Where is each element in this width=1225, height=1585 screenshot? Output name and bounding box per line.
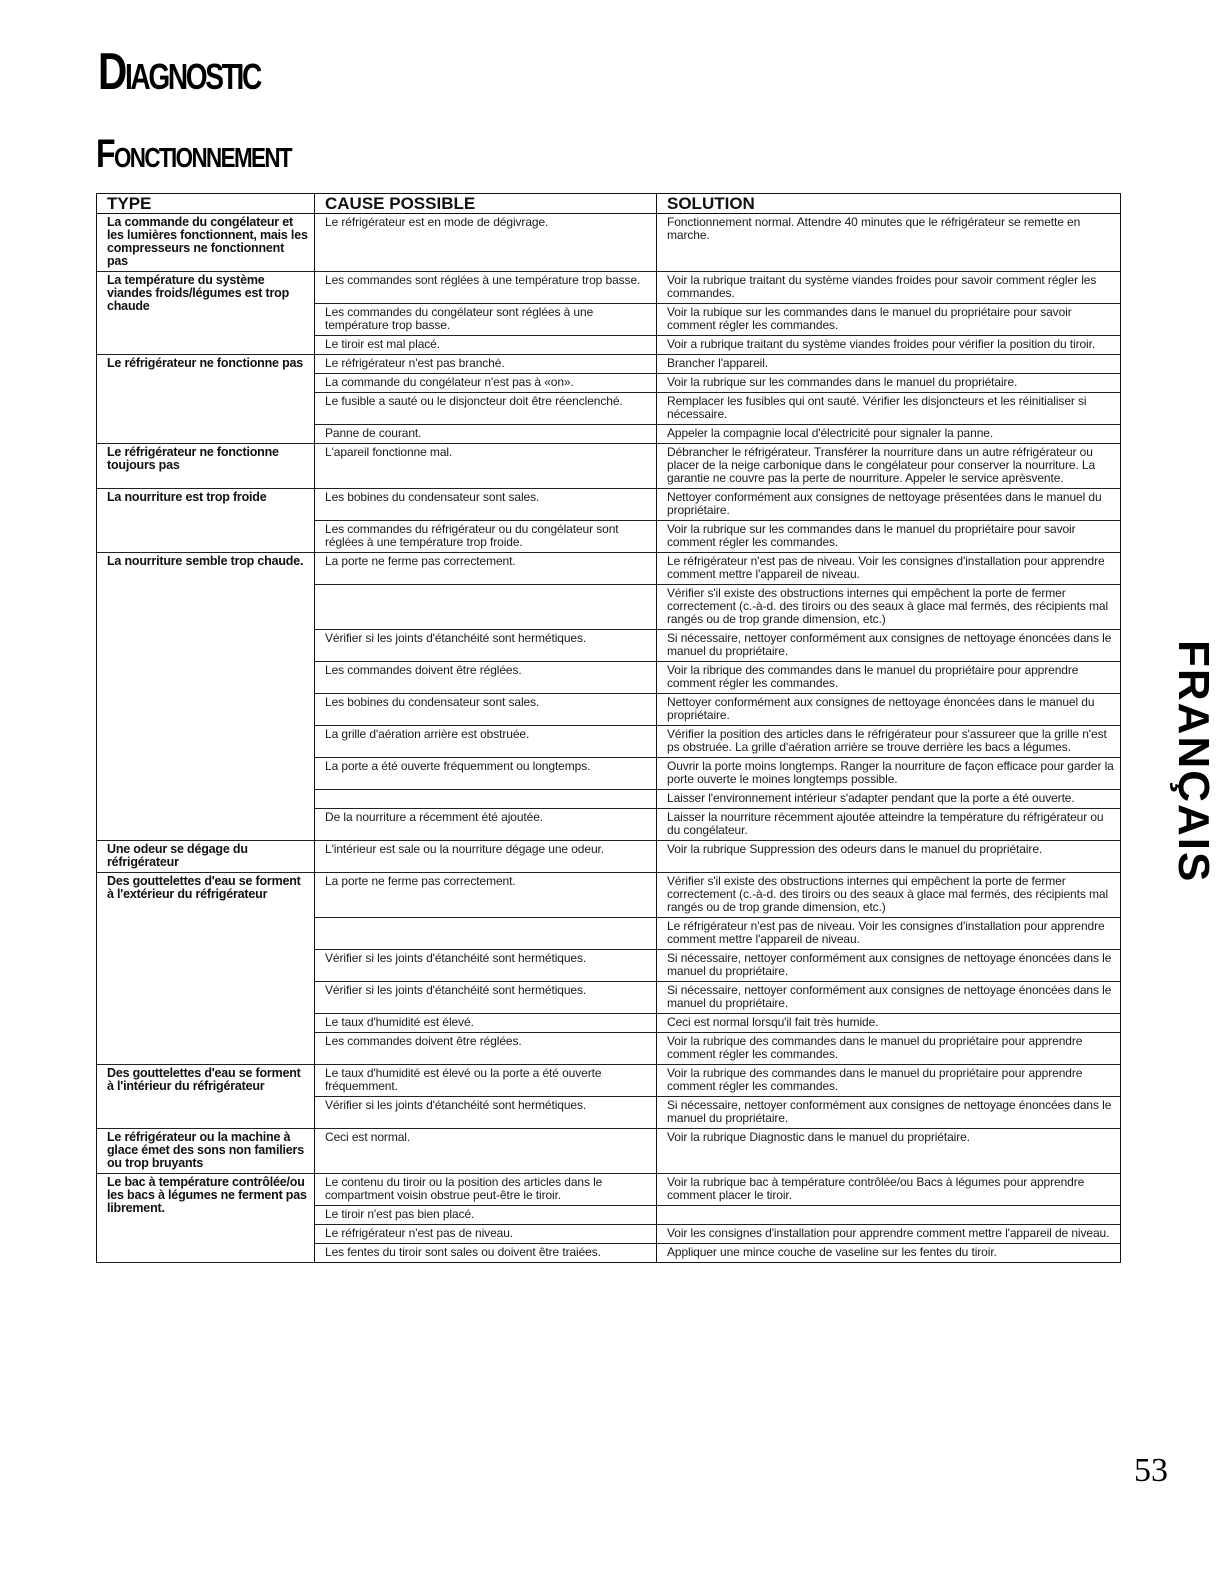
table-row [97,873,1121,918]
solution-cell: Voir la rubrique sur les commandes dans le manuel du propriétaire pour savoir comment régler les commandes. [657,521,1121,553]
language-tab-label: FRANÇAIS [1169,640,1218,884]
header-cause: CAUSE POSSIBLE [315,194,657,214]
solution-cell [657,1206,1121,1225]
solution-cell: Voir la rubrique Suppression des odeurs dans le manuel du propriétaire. [657,841,1121,873]
solution-cell: Voir la ribrique des commandes dans le manuel du propriétaire pour apprendre comment régler les commandes. [657,662,1121,694]
header-solution: SOLUTION [657,194,1121,214]
possible-cause-cell: Le taux d'humidité est élevé ou la porte a été ouverte fréquemment. [315,1065,657,1097]
problem-type-cell: Une odeur se dégage du réfrigérateur [97,841,315,873]
solution-cell: Nettoyer conformément aux consignes de nettoyage énoncées dans le manuel du propriétaire. [657,694,1121,726]
solution-cell: Fonctionnement normal. Attendre 40 minutes que le réfrigérateur se remette en marche. [657,214,1121,272]
solution-cell: Voir la rubrique des commandes dans le manuel du propriétaire pour apprendre comment régler les commandes. [657,1033,1121,1065]
possible-cause-cell: La porte a été ouverte fréquemment ou longtemps. [315,758,657,790]
problem-type-cell: Des gouttelettes d'eau se forment à l'intérieur du réfrigérateur [97,1065,315,1129]
possible-cause-cell: La grille d'aération arrière est obstruée. [315,726,657,758]
possible-cause-cell: Le taux d'humidité est élevé. [315,1014,657,1033]
possible-cause-cell: Vérifier si les joints d'étanchéité sont hermétiques. [315,1097,657,1129]
page-number: 53 [1134,1452,1168,1489]
solution-cell: Si nécessaire, nettoyer conformément aux consignes de nettoyage énoncées dans le manuel du propriétaire. [657,950,1121,982]
troubleshooting-table-container [96,193,1120,1473]
solution-cell: Voir a rubrique traitant du système viandes froides pour vérifier la position du tiroir. [657,336,1121,355]
solution-cell: Si nécessaire, nettoyer conformément aux consignes de nettoyage énoncées dans le manuel du propriétaire. [657,982,1121,1014]
possible-cause-cell: Le tiroir est mal placé. [315,336,657,355]
solution-cell: Brancher l'appareil. [657,355,1121,374]
table-row [97,1065,1121,1097]
possible-cause-cell: Les commandes sont réglées à une température trop basse. [315,272,657,304]
possible-cause-cell: Les commandes du congélateur sont réglées à une température trop basse. [315,304,657,336]
solution-cell: Voir la rubrique Diagnostic dans le manuel du propriétaire. [657,1129,1121,1174]
solution-cell: Nettoyer conformément aux consignes de nettoyage présentées dans le manuel du propriétaire. [657,489,1121,521]
section-title: Fonctionnement [96,132,292,176]
possible-cause-cell: Les bobines du condensateur sont sales. [315,489,657,521]
possible-cause-cell: La porte ne ferme pas correctement. [315,553,657,585]
solution-cell: Voir la rubrique des commandes dans le manuel du propriétaire pour apprendre comment régler les commandes. [657,1065,1121,1097]
possible-cause-cell: Les fentes du tiroir sont sales ou doivent être traiées. [315,1244,657,1263]
table-row [97,1129,1121,1174]
possible-cause-cell: La commande du congélateur n'est pas à «on». [315,374,657,393]
possible-cause-cell: Le réfrigérateur est en mode de dégivrage. [315,214,657,272]
table-header-row [97,194,1121,214]
solution-cell: Appliquer une mince couche de vaseline sur les fentes du tiroir. [657,1244,1121,1263]
possible-cause-cell: Vérifier si les joints d'étanchéité sont hermétiques. [315,982,657,1014]
solution-cell: Voir les consignes d'installation pour apprendre comment mettre l'appareil de niveau. [657,1225,1121,1244]
possible-cause-cell [315,790,657,809]
problem-type-cell: Le réfrigérateur ne fonctionne toujours pas [97,444,315,489]
possible-cause-cell: Le tiroir n'est pas bien placé. [315,1206,657,1225]
solution-cell: Vérifier s'il existe des obstructions internes qui empêchent la porte de fermer correctement (c.-à-d. des tiroirs ou des seaux à glace mal fermés, des récipients mal rangés ou de trop grande dimension, etc.) [657,873,1121,918]
possible-cause-cell: Vérifier si les joints d'étanchéité sont hermétiques. [315,950,657,982]
problem-type-cell: Le réfrigérateur ne fonctionne pas [97,355,315,444]
table-row [97,841,1121,873]
possible-cause-cell: Les commandes doivent être réglées. [315,1033,657,1065]
problem-type-cell: Des gouttelettes d'eau se forment à l'extérieur du réfrigérateur [97,873,315,1065]
possible-cause-cell: Le réfrigérateur n'est pas branché. [315,355,657,374]
solution-cell: Si nécessaire, nettoyer conformément aux consignes de nettoyage énoncées dans le manuel du propriétaire. [657,1097,1121,1129]
solution-cell: Ouvrir la porte moins longtemps. Ranger la nourriture de façon efficace pour garder la porte ouverte le moines longtemps possible. [657,758,1121,790]
possible-cause-cell: Les bobines du condensateur sont sales. [315,694,657,726]
solution-cell: Le réfrigérateur n'est pas de niveau. Voir les consignes d'installation pour apprendre comment mettre l'appareil de niveau. [657,918,1121,950]
possible-cause-cell [315,585,657,630]
possible-cause-cell: L'intérieur est sale ou la nourriture dégage une odeur. [315,841,657,873]
possible-cause-cell: Les commandes doivent être réglées. [315,662,657,694]
problem-type-cell: Le bac à température contrôlée/ou les bacs à légumes ne ferment pas librement. [97,1174,315,1263]
possible-cause-cell: Vérifier si les joints d'étanchéité sont hermétiques. [315,630,657,662]
solution-cell: Si nécessaire, nettoyer conformément aux consignes de nettoyage énoncées dans le manuel du propriétaire. [657,630,1121,662]
problem-type-cell: La commande du congélateur et les lumières fonctionnent, mais les compresseurs ne fonctionnent pas [97,214,315,272]
solution-cell: Débrancher le réfrigérateur. Transférer la nourriture dans un autre réfrigérateur ou placer de la neige carbonique dans le congélateur pour conserver la nourriture. La garantie ne couvre pas la perte de nourriture. Appeler le service aprèsvente. [657,444,1121,489]
solution-cell: Ceci est normal lorsqu'il fait très humide. [657,1014,1121,1033]
solution-cell: Laisser la nourriture récemment ajoutée atteindre la température du réfrigérateur ou du congélateur. [657,809,1121,841]
problem-type-cell: La nourriture semble trop chaude. [97,553,315,841]
possible-cause-cell: De la nourriture a récemment été ajoutée. [315,809,657,841]
solution-cell: Voir la rubique sur les commandes dans le manuel du propriétaire pour savoir comment régler les commandes. [657,304,1121,336]
problem-type-cell: La température du système viandes froids/légumes est trop chaude [97,272,315,355]
solution-cell: Le réfrigérateur n'est pas de niveau. Voir les consignes d'installation pour apprendre comment mettre l'appareil de niveau. [657,553,1121,585]
solution-cell: Vérifier s'il existe des obstructions internes qui empêchent la porte de fermer correctement (c.-à-d. des tiroirs ou des seaux à glace mal fermés, des récipients mal rangés ou de trop grande dimension, etc.) [657,585,1121,630]
possible-cause-cell: Les commandes du réfrigérateur ou du congélateur sont réglées à une température trop froide. [315,521,657,553]
problem-type-cell: Le réfrigérateur ou la machine à glace émet des sons non familiers ou trop bruyants [97,1129,315,1174]
troubleshooting-table [96,193,1121,1263]
possible-cause-cell: Ceci est normal. [315,1129,657,1174]
possible-cause-cell: Le contenu du tiroir ou la position des articles dans le compartment voisin obstrue peut-être le tiroir. [315,1174,657,1206]
solution-cell: Voir la rubrique traitant du système viandes froides pour savoir comment régler les commandes. [657,272,1121,304]
solution-cell: Vérifier la position des articles dans le réfrigérateur pour s'assureer que la grille n'est ps obstruée. La grille d'aération arrière se trouve derrière les bacs a légumes. [657,726,1121,758]
table-row [97,444,1121,489]
possible-cause-cell: Le réfrigérateur n'est pas de niveau. [315,1225,657,1244]
table-body [97,214,1121,1263]
solution-cell: Remplacer les fusibles qui ont sauté. Vérifier les disjoncteurs et les réinitialiser si nécessaire. [657,393,1121,425]
possible-cause-cell: L'apareil fonctionne mal. [315,444,657,489]
problem-type-cell: La nourriture est trop froide [97,489,315,553]
possible-cause-cell [315,918,657,950]
table-row [97,1174,1121,1206]
table-row [97,272,1121,304]
table-row [97,489,1121,521]
page-title: Diagnostic [98,43,260,101]
possible-cause-cell: Le fusible a sauté ou le disjoncteur doit être réenclenché. [315,393,657,425]
possible-cause-cell: La porte ne ferme pas correctement. [315,873,657,918]
table-row [97,214,1121,272]
header-type: TYPE [97,194,315,214]
table-row [97,355,1121,374]
solution-cell: Laisser l'environnement intérieur s'adapter pendant que la porte a été ouverte. [657,790,1121,809]
solution-cell: Voir la rubrique bac à température contrôlée/ou Bacs à légumes pour apprendre comment placer le tiroir. [657,1174,1121,1206]
possible-cause-cell: Panne de courant. [315,425,657,444]
table-row [97,553,1121,585]
solution-cell: Voir la rubrique sur les commandes dans le manuel du propriétaire. [657,374,1121,393]
solution-cell: Appeler la compagnie local d'électricité pour signaler la panne. [657,425,1121,444]
